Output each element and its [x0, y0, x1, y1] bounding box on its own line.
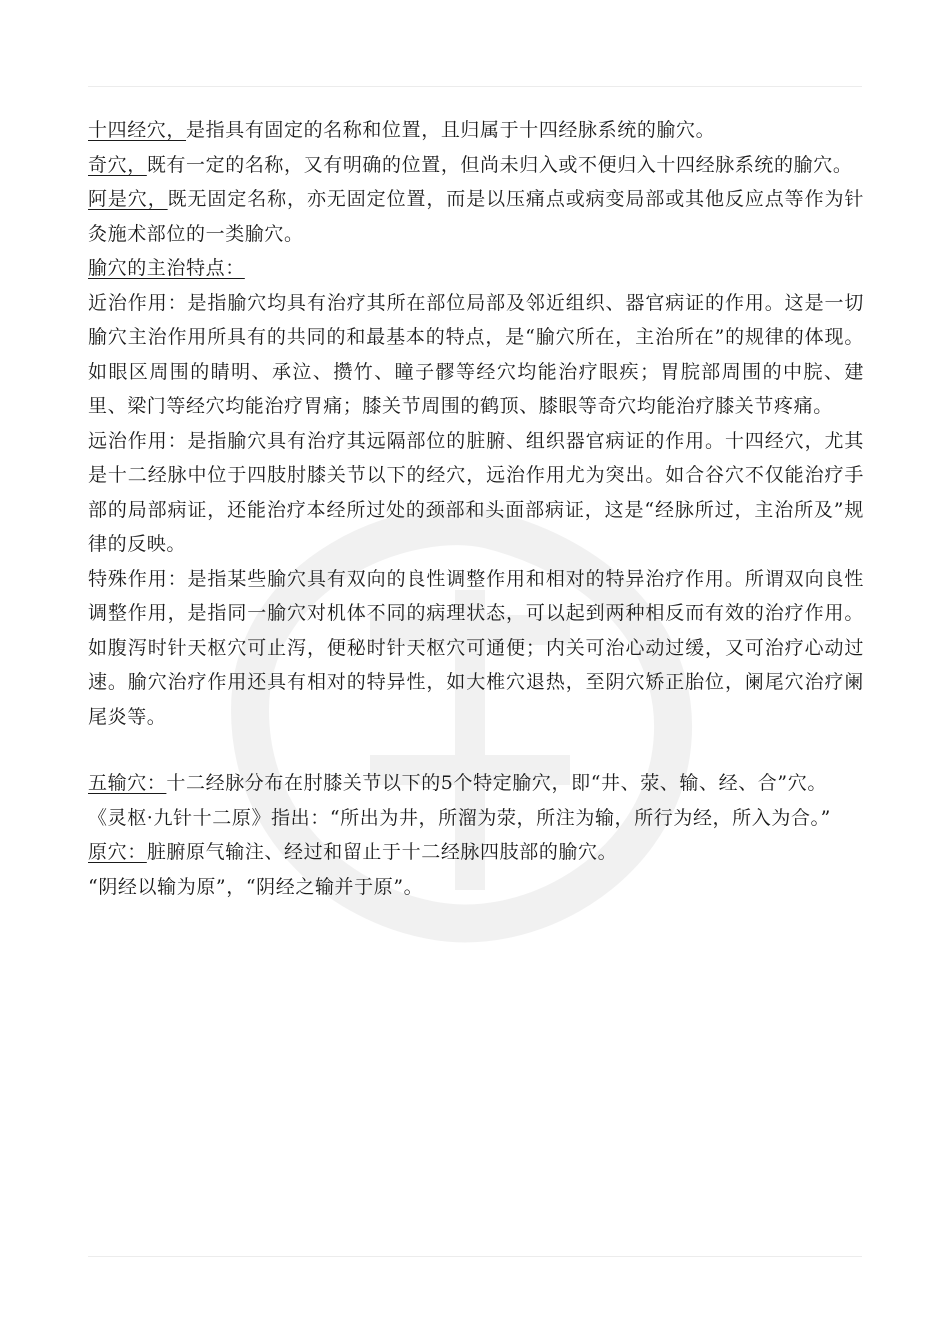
- paragraph-text: 既有一定的名称，又有明确的位置，但尚未归入或不便归入十四经脉系统的腧穴。: [146, 153, 853, 176]
- term-wushuxue: 五输穴：: [88, 772, 167, 794]
- paragraph-text: 《灵枢·九针十二原》指出：“所出为井，所溜为荥，所注为输，所行为经，所入为合。”: [88, 806, 831, 829]
- paragraph-yinjing-quote: [88, 870, 864, 905]
- term-ashixue: 阿是穴，: [88, 188, 168, 210]
- paragraph-qixue: [88, 148, 864, 183]
- paragraph-text: 十二经脉分布在肘膝关节以下的5个特定腧穴，即“井、荥、输、经、合”穴。: [166, 772, 827, 794]
- footer-rule: [88, 1256, 862, 1257]
- paragraph-text: 近治作用：是指腧穴均具有治疗其所在部位局部及邻近组织、器官病证的作用。这是一切腧穴主治作用所具有的共同的和最基本的特点，是“腧穴所在，主治所在”的规律的体现。如眼区周围的睛明、承泣、攒竹、瞳子髎等经穴均能治疗眼疾；胃脘部周围的中脘、建里、梁门等经穴均能治疗胃痛；膝关节周围的鹤顶、膝眼等奇穴均能治疗膝关节疼痛。: [88, 291, 864, 417]
- paragraph-text: 远治作用：是指腧穴具有治疗其远隔部位的脏腑、组织器官病证的作用。十四经穴，尤其是十二经脉中位于四肢肘膝关节以下的经穴，远治作用尤为突出。如合谷穴不仅能治疗手部的局部病证，还能治疗本经所过处的颈部和头面部病证，这是“经脉所过，主治所及”规律的反映。: [88, 429, 864, 555]
- paragraph-teshu-zuoyong: [88, 562, 864, 735]
- paragraph-wushuxue: [88, 766, 864, 801]
- paragraph-text: 脏腑原气输注、经过和留止于十二经脉四肢部的腧穴。: [146, 841, 618, 863]
- term-zhuzhi-tedian: 腧穴的主治特点：: [88, 257, 245, 279]
- paragraph-text: 是指具有固定的名称和位置，且归属于十四经脉系统的腧穴。: [186, 119, 716, 141]
- document-body: [88, 113, 864, 904]
- paragraph-jinzhi-zuoyong: [88, 286, 864, 424]
- header-rule: [88, 86, 862, 87]
- paragraph-yuanxue: [88, 835, 864, 870]
- paragraph-lingshu-quote: [88, 801, 864, 836]
- term-qixue: 奇穴，: [88, 153, 147, 176]
- paragraph-text: 既无固定名称，亦无固定位置，而是以压痛点或病变局部或其他反应点等作为针灸施术部位的一类腧穴。: [88, 188, 864, 245]
- paragraph-ashixue: [88, 182, 864, 251]
- section-heading-zhuzhi-tedian: [88, 251, 864, 286]
- paragraph-text: “阴经以输为原”，“阴经之输并于原”。: [88, 875, 424, 898]
- paragraph-gap: [88, 734, 864, 766]
- term-yuanxue: 原穴：: [88, 841, 147, 863]
- paragraph-yuanzhi-zuoyong: [88, 424, 864, 562]
- paragraph-shisi-jingxue: [88, 113, 864, 148]
- term-shisi-jingxue: 十四经穴，: [88, 119, 187, 141]
- paragraph-text: 特殊作用：是指某些腧穴具有双向的良性调整作用和相对的特异治疗作用。所谓双向良性调整作用，是指同一腧穴对机体不同的病理状态，可以起到两种相反而有效的治疗作用。如腹泻时针天枢穴可止泻，便秘时针天枢穴可通便；内关可治心动过缓，又可治疗心动过速。腧穴治疗作用还具有相对的特异性，如大椎穴退热，至阴穴矫正胎位，阑尾穴治疗阑尾炎等。: [88, 567, 864, 728]
